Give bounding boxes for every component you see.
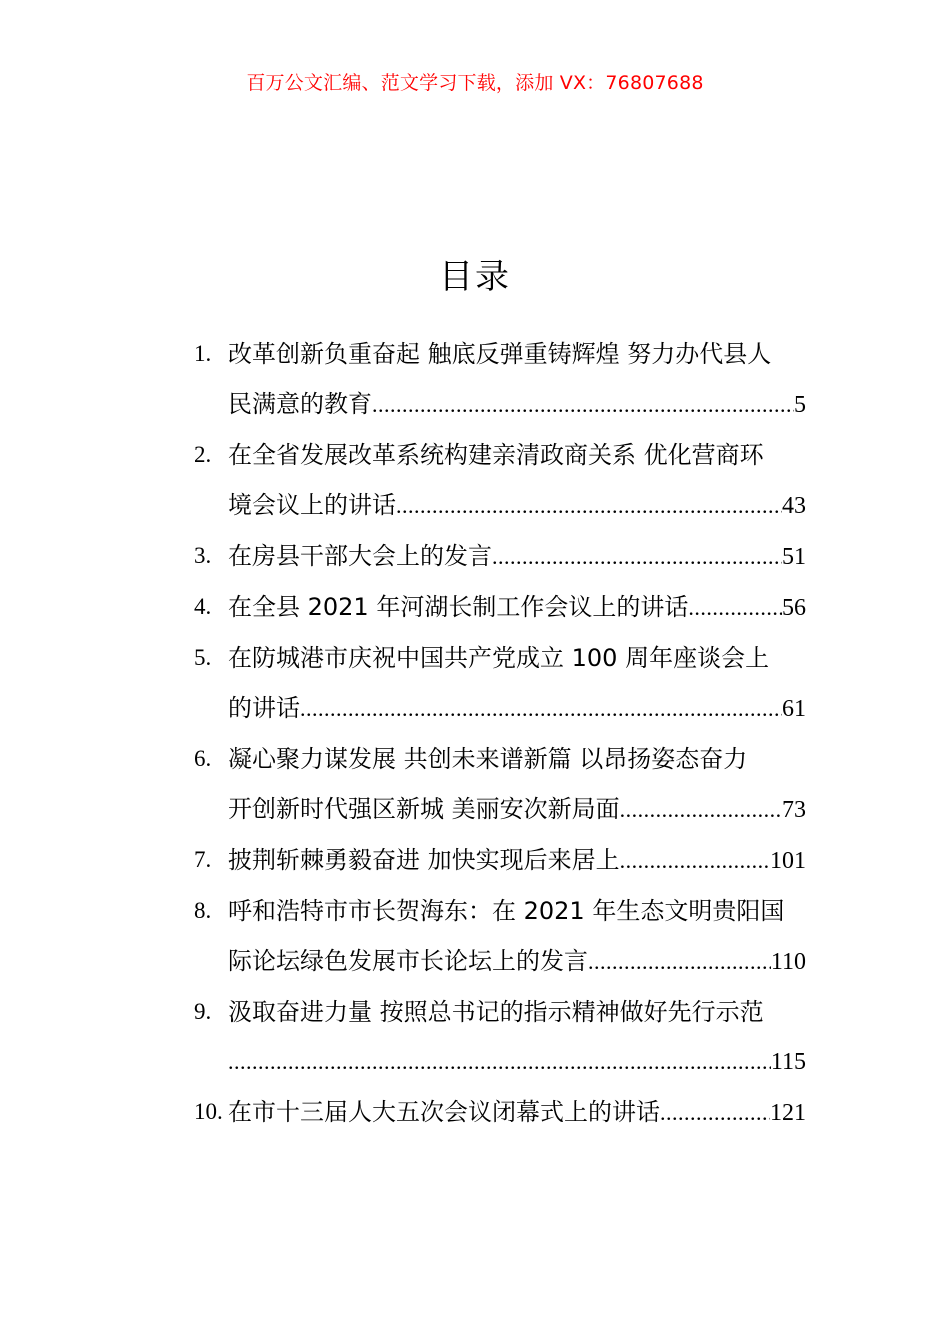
toc-entry-body — [228, 734, 806, 835]
toc-entry-number: 10. — [194, 1099, 223, 1124]
toc-page-number: 5 — [794, 392, 806, 418]
toc-page-number: 115 — [770, 1049, 806, 1075]
toc-entry-last-line — [228, 1037, 806, 1087]
toc-entry-last-line — [228, 936, 806, 987]
toc-entry-last-line — [228, 582, 806, 633]
toc-entry-last-line — [228, 784, 806, 835]
toc-entry-last-line — [228, 480, 806, 531]
toc-entry-body — [228, 886, 806, 987]
toc-entry-title-line: 在防城港市庆祝中国共产党成立 100 周年座谈会上 — [228, 644, 770, 672]
toc-entry-number: 2. — [194, 442, 212, 467]
toc-dot-leader — [688, 583, 782, 633]
toc-entry-title-line: 汲取奋进力量 按照总书记的指示精神做好先行示范 — [228, 998, 764, 1026]
toc-dot-leader — [372, 380, 794, 430]
toc-entry-number: 5. — [194, 645, 212, 670]
toc-entry[interactable] — [194, 430, 806, 531]
toc-page-number: 121 — [770, 1100, 806, 1126]
toc-entry-body — [228, 329, 806, 430]
toc-entry[interactable] — [194, 886, 806, 987]
toc-page-number: 73 — [782, 797, 806, 823]
toc-entry-title-line: 呼和浩特市市长贺海东：在 2021 年生态文明贵阳国 — [228, 897, 785, 925]
toc-entry-number: 7. — [194, 847, 212, 872]
toc-page-number: 101 — [770, 848, 806, 874]
toc-entry[interactable] — [194, 987, 806, 1087]
toc-dot-leader — [620, 836, 770, 886]
toc-entry-number: 6. — [194, 746, 212, 771]
toc-entry-last-line — [228, 835, 806, 886]
toc-entry-title-tail: 境会议上的讲话 — [228, 491, 396, 519]
toc-entry-title-tail: 在市十三届人大五次会议闭幕式上的讲话 — [228, 1098, 660, 1126]
toc-entry-body — [228, 987, 806, 1087]
toc-entry-body — [228, 835, 806, 886]
toc-title: 目录 — [439, 256, 511, 297]
toc-entry[interactable] — [194, 1087, 806, 1138]
toc-entry-title-tail: 披荆斩棘勇毅奋进 加快实现后来居上 — [228, 846, 620, 874]
toc-page-number: 110 — [770, 949, 806, 975]
toc-entry-title-tail: 际论坛绿色发展市长论坛上的发言 — [228, 947, 588, 975]
toc-dot-leader — [492, 532, 782, 582]
toc-entry-body — [228, 582, 806, 633]
toc-dot-leader — [620, 785, 782, 835]
toc-page-number: 43 — [782, 493, 806, 519]
toc-entry[interactable] — [194, 531, 806, 582]
toc-entry[interactable] — [194, 329, 806, 430]
toc-entry-body — [228, 430, 806, 531]
toc-entry-body — [228, 531, 806, 582]
toc-entry-body — [228, 1087, 806, 1138]
watermark-header: 百万公文汇编、范文学习下载，添加 VX：76807688 — [246, 72, 704, 94]
toc-entry-title-line: 凝心聚力谋发展 共创未来谱新篇 以昂扬姿态奋力 — [228, 745, 748, 773]
toc-entry-title-line: 改革创新负重奋起 触底反弹重铸辉煌 努力办代县人 — [228, 340, 772, 368]
toc-entry-body — [228, 633, 806, 734]
toc-page-number: 61 — [782, 696, 806, 722]
toc-dot-leader — [396, 481, 782, 531]
toc-entry[interactable] — [194, 582, 806, 633]
toc-page-number: 51 — [782, 544, 806, 570]
toc-entry-last-line — [228, 531, 806, 582]
toc-entry-title-tail: 民满意的教育 — [228, 390, 372, 418]
toc-entry-number: 9. — [194, 999, 212, 1024]
toc-entry[interactable] — [194, 633, 806, 734]
toc-entry-last-line — [228, 683, 806, 734]
toc-entry-title-tail: 的讲话 — [228, 694, 300, 722]
toc-entry-last-line — [228, 379, 806, 430]
toc-entry-number: 3. — [194, 543, 212, 568]
toc-dot-leader — [300, 684, 782, 734]
toc-dot-leader — [660, 1088, 770, 1138]
toc-entry-title-tail: 开创新时代强区新城 美丽安次新局面 — [228, 795, 620, 823]
toc-page-number: 56 — [782, 595, 806, 621]
toc-entry-title-line: 在全省发展改革系统构建亲清政商关系 优化营商环 — [228, 441, 764, 469]
toc-entry-last-line — [228, 1087, 806, 1138]
toc-entry-number: 4. — [194, 594, 212, 619]
toc-entry-title-tail: 在房县干部大会上的发言 — [228, 542, 492, 570]
toc-entry-number: 1. — [194, 341, 212, 366]
toc-entry-title-tail: 在全县 2021 年河湖长制工作会议上的讲话 — [228, 593, 689, 621]
toc-entry[interactable] — [194, 835, 806, 886]
toc-list — [194, 329, 806, 1138]
toc-entry-number: 8. — [194, 898, 212, 923]
toc-dot-leader — [228, 1037, 771, 1087]
toc-entry[interactable] — [194, 734, 806, 835]
toc-dot-leader — [588, 937, 771, 987]
